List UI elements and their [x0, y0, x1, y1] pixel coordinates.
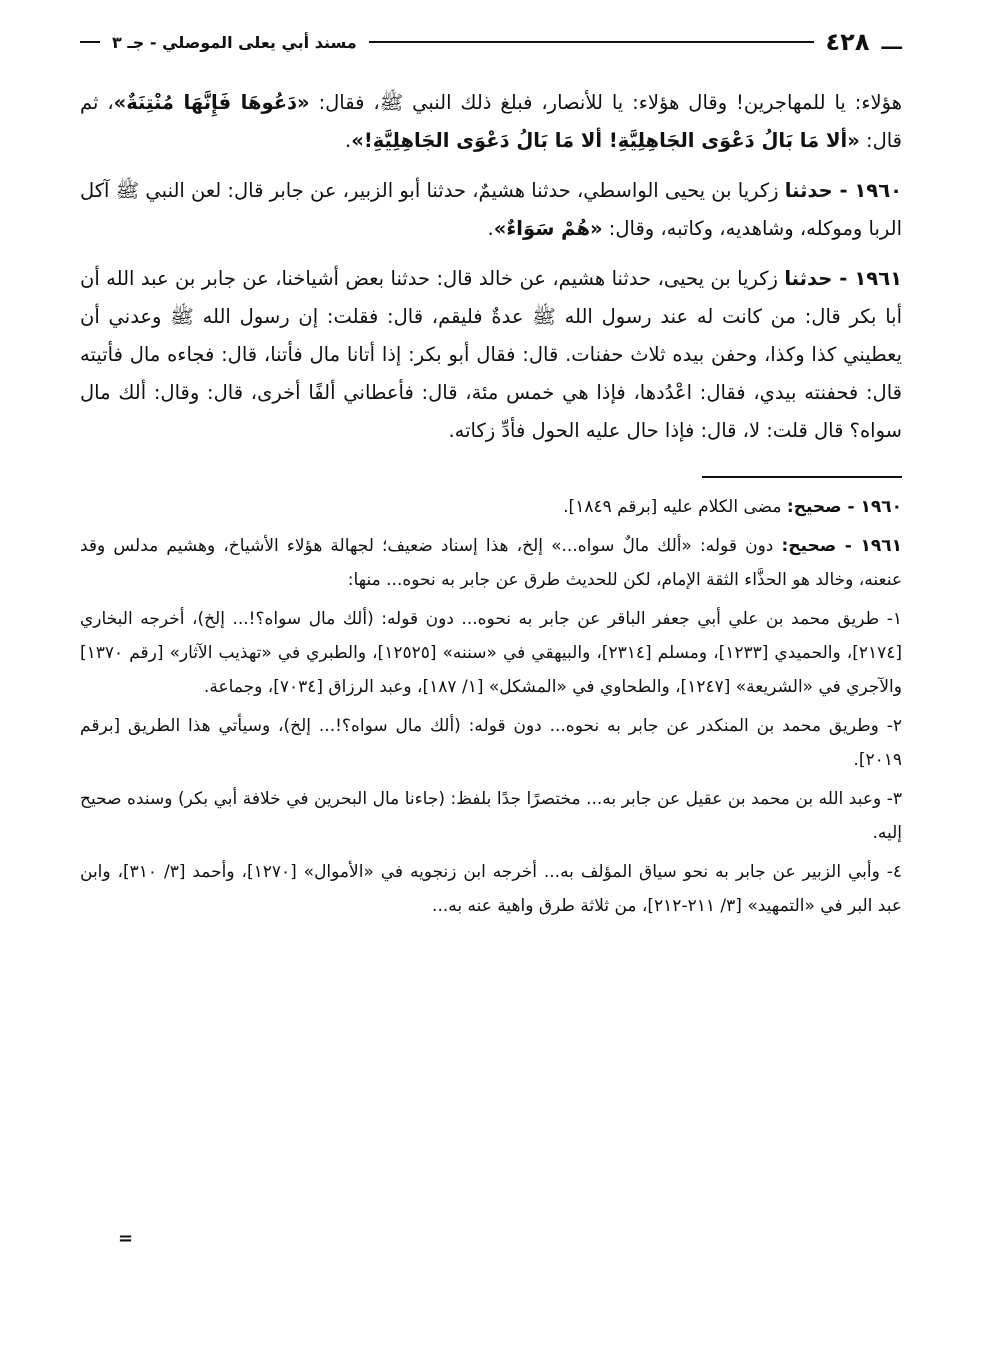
footnote-body: مضى الكلام عليه [برقم ١٨٤٩]. [563, 497, 787, 517]
footnote-item-1: ١- طريق محمد بن علي أبي جعفر الباقر عن جابر به نحوه... دون قوله: (ألك مال سواه؟!... إلخ)، أخرجه البخاري [٢١٧٤]، والحميدي [١٢٣٣]، ومسلم [٢٣١٤]، والبيهقي في «سننه» [١٢٥٢٥]، والطبري في «تهذيب الآثار» [رقم ١٣٧٠] والآجري في «الشريعة» [١٢٤٧]، والطحاوي في «المشكل» [١/ ١٨٧]، وعبد الرزاق [٧٠٣٤]، وجماعة. [80, 609, 903, 697]
page [80, 22, 902, 928]
header-rule [369, 41, 814, 43]
text-run: . [345, 129, 352, 152]
hadith-continuation-paragraph [80, 84, 902, 160]
text-run: . [487, 217, 494, 240]
running-title: مسند أبي يعلى الموصلي - جـ ٣ [112, 32, 357, 52]
page-header [80, 22, 902, 62]
footnote-body: دون قوله: «ألك مالٌ سواه...» إلخ، هذا إسناد ضعيف؛ لجهالة هؤلاء الأشياخ، وهشيم مدلس وقد عنعنه، وخالد هو الحذَّاء الثقة الإمام، لكن للحديث طرق عن جابر به نحوه... منها: [80, 536, 902, 590]
header-rule-end [80, 41, 100, 43]
footnotes [80, 490, 902, 923]
footnote-head: ١٩٦١ - صحيح: [781, 536, 903, 556]
prophet-quote: «هُمْ سَوَاءٌ» [493, 217, 603, 240]
footnote-item-4: ٤- وأبي الزبير عن جابر به نحو سياق المؤلف به... أخرجه ابن زنجويه في «الأموال» [١٢٧٠]، وأحمد [٣/ ٣١٠]، وابن عبد البر في «التمهيد» [٣/ ٢١١-٢١٢]، من ثلاثة طرق واهية عنه به... [80, 862, 902, 916]
prophet-quote: «ألا مَا بَالُ دَعْوَى الجَاهِلِيَّةِ! ألا مَا بَالُ دَعْوَى الجَاهِلِيَّةِ!» [351, 129, 860, 152]
text-run: زكريا بن يحيى الواسطي، حدثنا هشيمٌ، حدثنا أبو الزبير، عن جابر قال: لعن النبي ﷺ آكل الربا وموكله، وشاهديه، وكاتبه، وقال: [80, 179, 902, 240]
main-text [80, 84, 902, 450]
header-dash: ـــ [881, 30, 902, 54]
footnote-1960 [80, 490, 902, 524]
hadith-1960 [80, 172, 902, 248]
prophet-quote: «دَعُوهَا فَإِنَّهَا مُنْتِنَةٌ» [113, 91, 310, 114]
text-run: هؤلاء: يا للمهاجرين! وقال هؤلاء: يا للأنصار، فبلغ ذلك النبي ﷺ، فقال: [309, 91, 902, 114]
continuation-mark: = [118, 1228, 134, 1249]
hadith-1961 [80, 260, 902, 450]
page-number: ٤٢٨ [825, 28, 870, 56]
footnote-item-2: ٢- وطريق محمد بن المنكدر عن جابر به نحوه... دون قوله: (ألك مال سواه؟!... إلخ)، وسيأتي هذا الطريق [برقم ٢٠١٩]. [80, 716, 902, 770]
footnote-separator [702, 476, 902, 478]
footnote-head: ١٩٦٠ - صحيح: [786, 497, 902, 517]
hadith-number: ١٩٦١ - حدثنا [784, 267, 902, 290]
hadith-number: ١٩٦٠ - حدثنا [784, 179, 903, 202]
footnote-1961 [80, 529, 902, 597]
text-run: ، ثم قال: [80, 91, 902, 152]
footnote-item-3: ٣- وعبد الله بن محمد بن عقيل عن جابر به... مختصرًا جدًا بلفظ: (جاءنا مال البحرين في خلافة أبي بكر) وسنده صحيح إليه. [80, 789, 902, 843]
text-run: زكريا بن يحيى، حدثنا هشيم، عن خالد قال: حدثنا بعض أشياخنا، عن جابر بن عبد الله أن أبا بكر قال: من كانت له عند رسول الله ﷺ عدةٌ فليقم، قال: فقلت: إن رسول الله ﷺ وعدني أن يعطيني كذا وكذا، وحفن بيده ثلاث حفنات. قال: فقال أبو بكر: إذا أتانا مال فأتنا، قال: فجاءه مال فأتيته قال: فحفنته بيدي، فقال: اعْدُدها، فإذا هي خمس مئة، قال: فأعطاني ألفًا أخرى، قال: وقال: ألك مال سواه؟ قال قلت: لا، قال: فإذا حال عليه الحول فأدِّ زكاته. [80, 267, 902, 442]
